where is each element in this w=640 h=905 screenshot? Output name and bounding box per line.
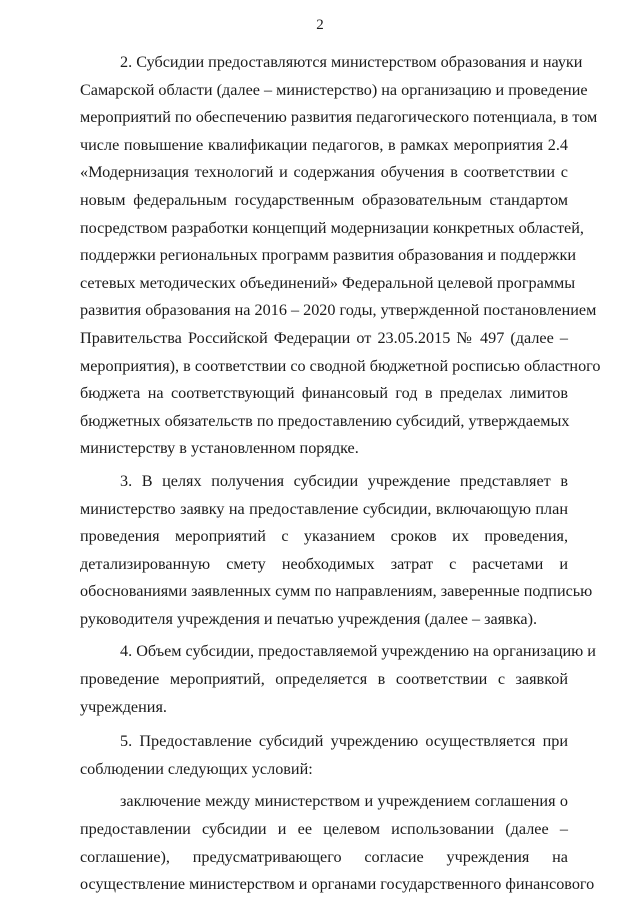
paragraph-condition bbox=[80, 788, 595, 898]
text-line: мероприятия), в соответствии со сводной бюджетной росписью областного bbox=[80, 356, 601, 375]
text-line: осуществление министерством и органами государственного финансового bbox=[80, 875, 595, 894]
text-line: Правительства Российской Федерации от 23.05.2015 № 497 (далее – bbox=[80, 328, 568, 347]
text-line: поддержки региональных программ развития образования и поддержки bbox=[80, 246, 577, 265]
text-line: сетевых методических объединений» Федеральной целевой программы bbox=[80, 273, 576, 292]
paragraph-3 bbox=[80, 468, 593, 634]
text-line: 4. Объем субсидии, предоставляемой учреждению на организацию и bbox=[120, 642, 596, 661]
text-line: заключение между министерством и учреждением соглашения о bbox=[120, 792, 568, 811]
text-line: детализированную смету необходимых затрат с расчетами и bbox=[80, 554, 568, 573]
text-line: соглашение), предусматривающего согласие учреждения на bbox=[80, 847, 568, 866]
paragraph-2 bbox=[80, 49, 601, 463]
text-line: бюджетных обязательств по предоставлению субсидий, утверждаемых bbox=[80, 411, 570, 430]
document-body bbox=[80, 49, 601, 899]
text-line: посредством разработки концепций модернизации конкретных областей, bbox=[80, 218, 584, 237]
text-line: обоснованиями заявленных сумм по направлениям, заверенные подписью bbox=[80, 582, 593, 601]
text-line: «Модернизация технологий и содержания обучения в соответствии с bbox=[80, 163, 568, 182]
text-line: проведение мероприятий, определяется в соответствии с заявкой bbox=[80, 670, 568, 689]
text-line: мероприятий по обеспечению развития педагогического потенциала, в том bbox=[80, 108, 598, 127]
text-line: предоставлении субсидии и ее целевом использовании (далее – bbox=[80, 820, 568, 839]
text-line: 3. В целях получения субсидии учреждение представляет в bbox=[120, 471, 568, 490]
paragraph-4 bbox=[80, 638, 596, 721]
text-line: 2. Субсидии предоставляются министерством образования и науки bbox=[120, 53, 583, 71]
page-number: 2 bbox=[316, 17, 324, 33]
text-line: проведения мероприятий с указанием сроков их проведения, bbox=[80, 527, 568, 546]
text-line: Самарской области (далее – министерство) на организацию и проведение bbox=[80, 80, 588, 99]
text-line: руководителя учреждения и печатью учреждения (далее – заявка). bbox=[80, 609, 538, 628]
text-line: новым федеральным государственным образовательным стандартом bbox=[80, 190, 568, 209]
text-line: бюджета на соответствующий финансовый год в пределах лимитов bbox=[80, 384, 568, 403]
text-line: учреждения. bbox=[80, 697, 167, 716]
text-line: министерству в установленном порядке. bbox=[80, 439, 359, 458]
text-line: министерство заявку на предоставление субсидии, включающую план bbox=[80, 499, 568, 518]
text-line: развития образования на 2016 – 2020 годы, утвержденной постановлением bbox=[80, 301, 597, 320]
text-line: соблюдении следующих условий: bbox=[80, 759, 313, 778]
paragraph-5 bbox=[80, 728, 568, 783]
text-line: 5. Предоставление субсидий учреждению осуществляется при bbox=[120, 732, 568, 751]
text-line: числе повышение квалификации педагогов, в рамках мероприятия 2.4 bbox=[80, 135, 568, 154]
